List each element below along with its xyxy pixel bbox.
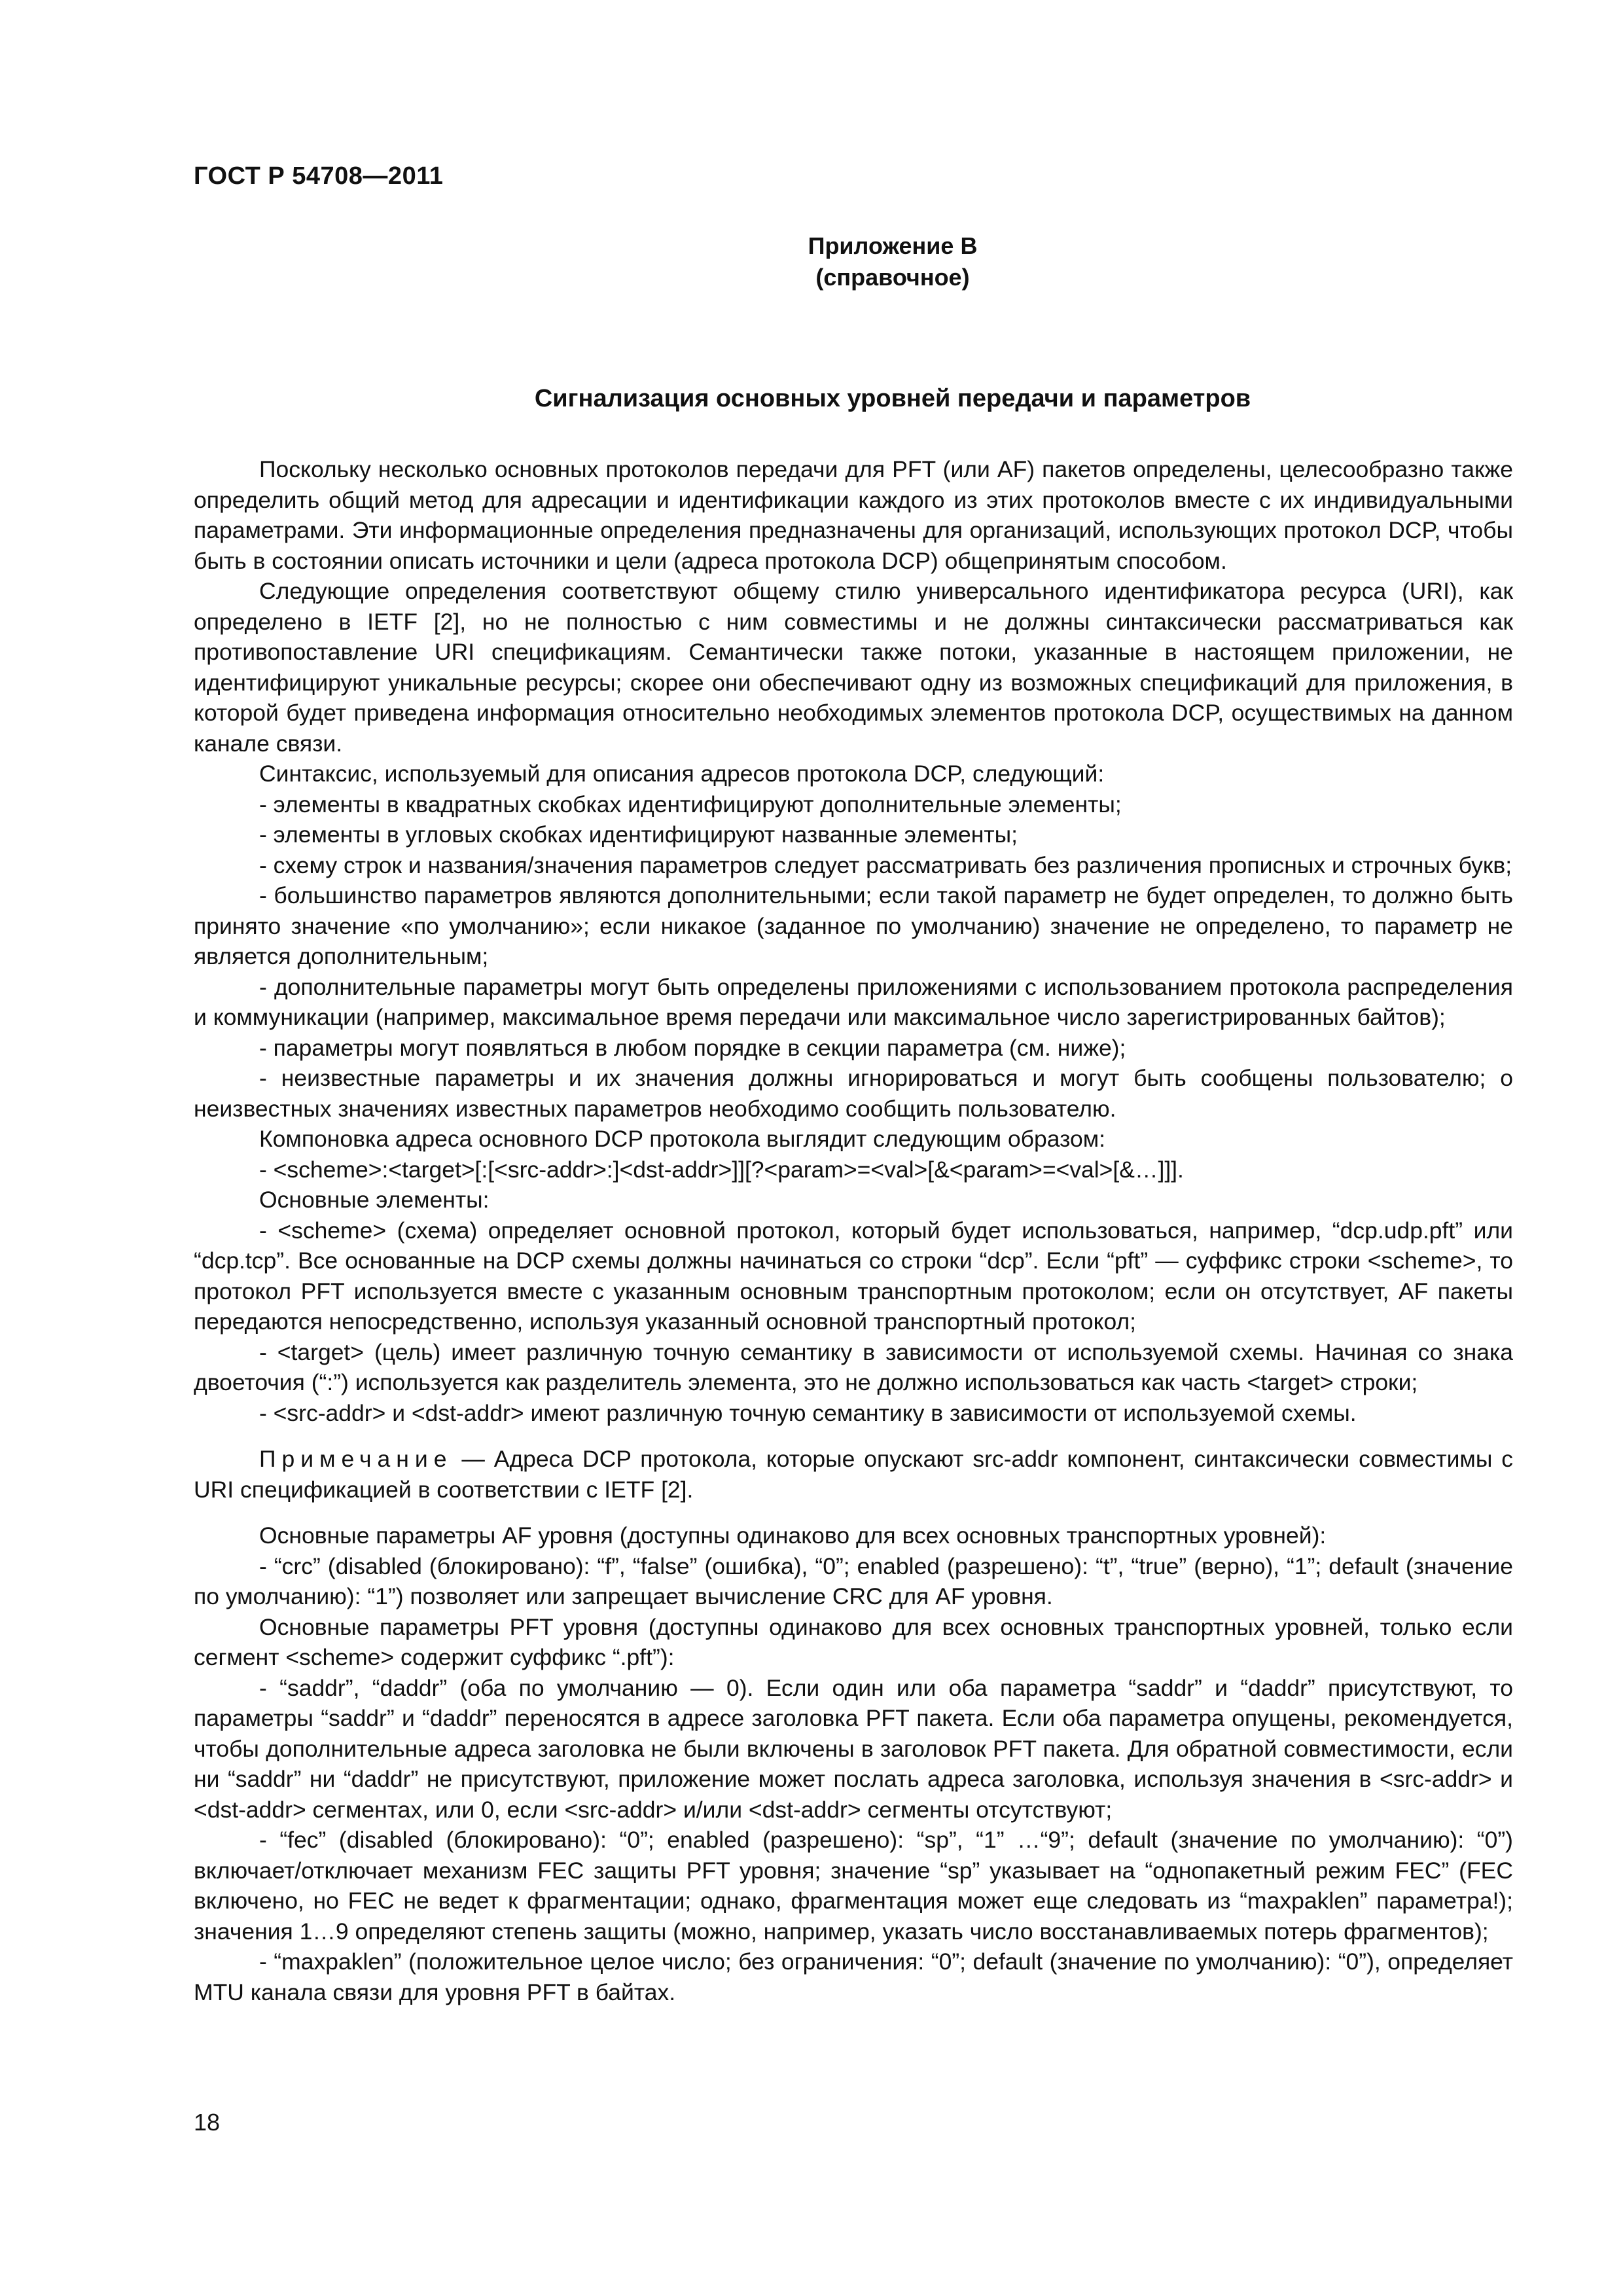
paragraph: Синтаксис, используемый для описания адресов протокола DCP, следующий:: [259, 761, 1105, 787]
appendix-label: Приложение В: [808, 232, 978, 259]
list-item: - дополнительные параметры могут быть определены приложениями с использованием протокола распределения и коммуникации (например, максимальное время передачи или максимальное число зарегистрированных байтов);: [194, 973, 1513, 1030]
list-item: - элементы в угловых скобках идентифицируют названные элементы;: [259, 821, 1018, 848]
list-item: - <src-addr> и <dst-addr> имеют различную точную семантику в зависимости от используемой схемы.: [259, 1399, 1357, 1426]
list-item: - “fec” (disabled (блокировано): “0”; enabled (разрешено): “sp”, “1” …“9”; default (значение по умолчанию): “0”) включает/отключает механизм FEC защиты PFT уровня; значение “sp” указывает на “однопакетный режим FEC” (FEC включено, но FEC не ведет к фрагментации; однако, фрагментация может еще следовать из “maxpaklen” параметра!); значения 1…9 определяют степень защиты (можно, например, указать число восстанавливаемых потерь фрагментов);: [194, 1827, 1513, 1945]
list-item: - “maxpaklen” (положительное целое число; без ограничения: “0”; default (значение по умолчанию): “0”), определяет MTU канала связи для уровня PFT в байтах.: [194, 1948, 1513, 2005]
paragraph: Следующие определения соответствуют общему стилю универсального идентификатора ресурса (URI), как определено в IETF [2], но не полностью с ним совместимы и не должны синтаксически рассматриваться как противопоставление URI спецификациям. Семантически также потоки, указанные в настоящем приложении, не идентифицируют уникальные ресурсы; скорее они обеспечивают одну из возможных спецификаций для приложения, в которой будет приведена информация относительно необходимых элементов протокола DCP, осуществимых на данном канале связи.: [194, 578, 1513, 757]
list-item: - “crc” (disabled (блокировано): “f”, “false” (ошибка), “0”; enabled (разрешено): “t”, “true” (верно), “1”; default (значение по умолчанию): “1”) позволяет или запрещает вычисление CRC для AF уровня.: [194, 1552, 1513, 1609]
list-item: - параметры могут появляться в любом порядке в секции параметра (см. ниже);: [259, 1034, 1126, 1061]
paragraph: Основные параметры AF уровня (доступны одинаково для всех основных транспортных уровней):: [259, 1522, 1327, 1549]
list-item: - неизвестные параметры и их значения должны игнорироваться и могут быть сообщены пользователю; о неизвестных значениях известных параметров необходимо сообщить пользователю.: [194, 1065, 1513, 1122]
address-syntax: - <scheme>:<target>[:[<src-addr>:]<dst-addr>]][?<param>=<val>[&<param>=<val>[&…]]].: [259, 1156, 1184, 1183]
note-text: — Адреса DCP протокола, которые опускают src-addr компонент, синтаксически совместимы с URI спецификацией в соответствии с IETF [2].: [194, 1446, 1513, 1503]
page-number: 18: [194, 2109, 221, 2136]
appendix-heading: [194, 230, 1513, 293]
list-item: - “saddr”, “daddr” (оба по умолчанию — 0). Если один или оба параметра “saddr” и “daddr” присутствуют, то параметры “saddr” и “daddr” переносятся в адресе заголовка PFT пакета. Если оба параметра опущены, рекомендуется, чтобы дополнительные адреса заголовка не были включены в заголовок PFT пакета. Для обратной совместимости, если ни “saddr” ни “daddr” не присутствуют, приложение может послать адреса заголовка, используя значения в <src-addr> и <dst-addr> сегментах, или 0, если <src-addr> и/или <dst-addr> сегменты отсутствуют;: [194, 1674, 1513, 1823]
paragraph: Основные элементы:: [259, 1187, 490, 1213]
paragraph: Поскольку несколько основных протоколов передачи для PFT (или AF) пакетов определены, целесообразно также определить общий метод для адресации и идентификации каждого из этих протоколов вместе с их индивидуальными параметрами. Эти информационные определения предназначены для организаций, использующих протокол DCP, чтобы быть в состоянии описать источники и цели (адреса протокола DCP) общепринятым способом.: [194, 456, 1513, 574]
list-item: - большинство параметров являются дополнительными; если такой параметр не будет определен, то должно быть принято значение «по умолчанию»; если никакое (заданное по умолчанию) значение не определено, то параметр не является дополнительным;: [194, 882, 1513, 969]
list-item: - <scheme> (схема) определяет основной протокол, который будет использоваться, например, “dcp.udp.pft” или “dcp.tcp”. Все основанные на DCP схемы должны начинаться со строки “dcp”. Если “pft” — суффикс строки <scheme>, то протокол PFT используется вместе с указанным основным транспортным протоколом; если он отсутствует, AF пакеты передаются непосредственно, используя указанный основной транспортный протокол;: [194, 1217, 1513, 1335]
list-item: - элементы в квадратных скобках идентифицируют дополнительные элементы;: [259, 791, 1122, 817]
note-label: Примечание: [259, 1446, 453, 1472]
note: [194, 1444, 1513, 1505]
paragraph: Основные параметры PFT уровня (доступны одинаково для всех основных транспортных уровней, только если сегмент <scheme> содержит суффикс “.pft”):: [194, 1613, 1513, 1670]
paragraph: Компоновка адреса основного DCP протокола выглядит следующим образом:: [259, 1126, 1105, 1152]
list-item: - <target> (цель) имеет различную точную семантику в зависимости от используемой схемы. Начиная со знака двоеточия (“:”) используется как разделитель элемента, это не должно использоваться как часть <target> строки;: [194, 1338, 1513, 1395]
list-item: - схему строк и названия/значения параметров следует рассматривать без различения прописных и строчных букв;: [259, 852, 1512, 878]
document-id: ГОСТ Р 54708—2011: [194, 162, 444, 190]
body-text: [194, 454, 1513, 2007]
appendix-type: (справочное): [815, 264, 970, 291]
section-title: Сигнализация основных уровней передачи и параметров: [534, 385, 1251, 412]
